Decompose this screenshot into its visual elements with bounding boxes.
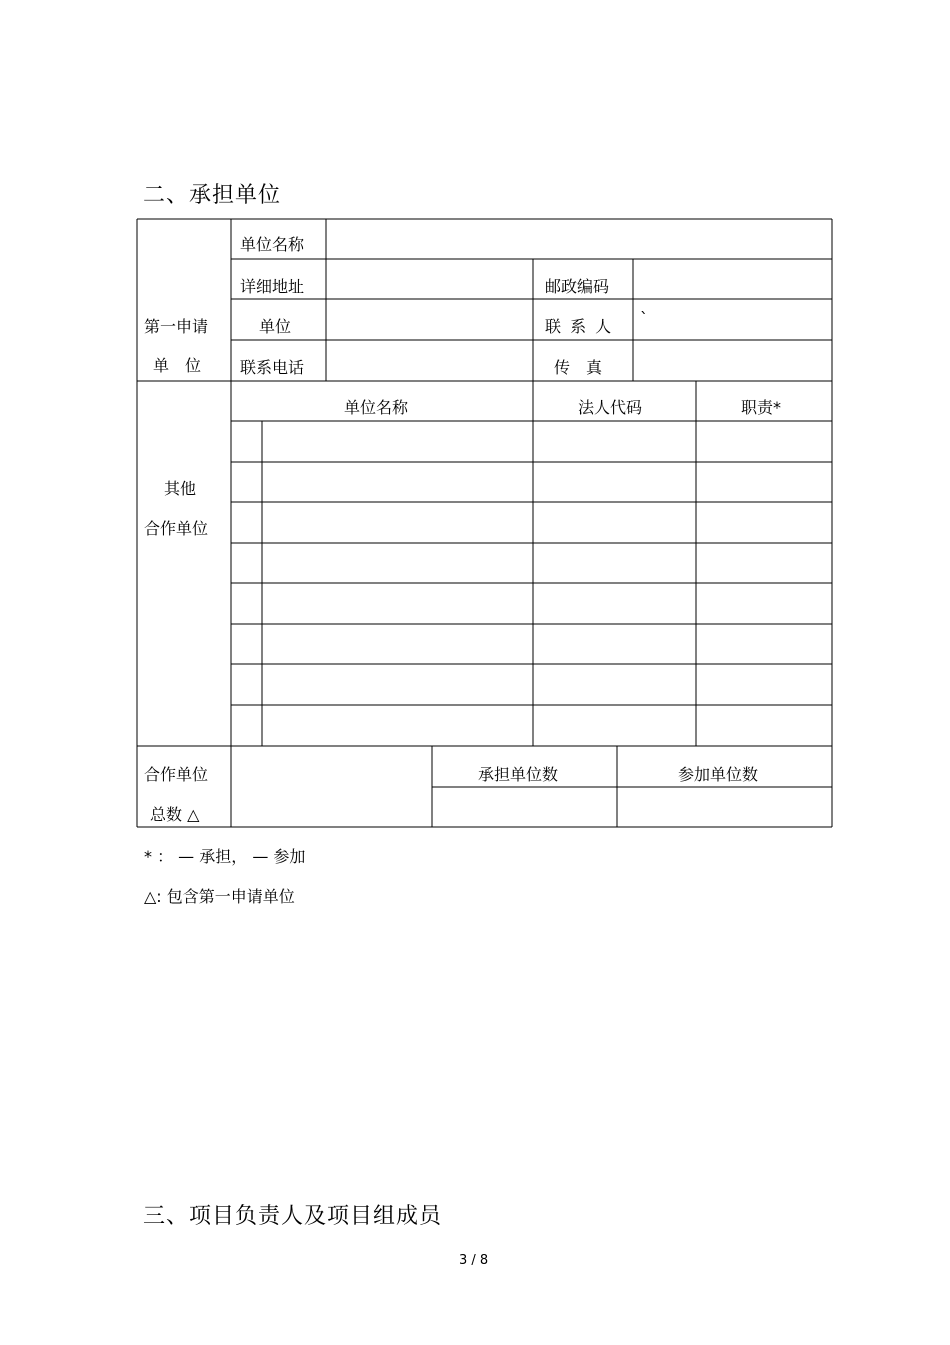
table-row[interactable] (263, 706, 532, 745)
undertaking-count-field[interactable] (433, 788, 616, 826)
address-label: 详细地址 (240, 277, 305, 296)
phone-label: 联系电话 (240, 358, 305, 377)
address-field[interactable] (327, 260, 532, 298)
table-row[interactable] (263, 625, 532, 663)
first-applicant-label-line2: 单 位 (153, 356, 202, 375)
header-legal-code: 法人代码 (578, 398, 643, 417)
table-row[interactable] (263, 584, 532, 623)
table-row[interactable] (263, 665, 532, 704)
cooperating-label-line1: 其他 (164, 479, 197, 498)
unit-name-field[interactable] (327, 220, 831, 258)
unit-name-label: 单位名称 (240, 235, 305, 254)
totals-label-line2: 总数 △ (150, 805, 200, 824)
totals-field[interactable] (232, 747, 431, 826)
header-duty: 职责* (741, 398, 782, 417)
table-row[interactable] (263, 544, 532, 582)
totals-label-line1: 合作单位 (144, 765, 209, 784)
postcode-field[interactable] (634, 260, 831, 298)
table-row[interactable] (263, 422, 532, 461)
table-row[interactable] (263, 463, 532, 501)
cooperating-label-line2: 合作单位 (144, 519, 209, 538)
fax-field[interactable] (634, 341, 831, 380)
contact-value[interactable]: ` (640, 309, 648, 328)
undertaking-count-label: 承担单位数 (478, 765, 559, 784)
phone-field[interactable] (327, 341, 532, 380)
postcode-label: 邮政编码 (545, 277, 610, 296)
note-duty-legend: * ： — 承担， — 参加 (144, 847, 306, 866)
participating-count-field[interactable] (618, 788, 831, 826)
note-total-includes: △: 包含第一申请单位 (144, 887, 295, 906)
section-2-title: 二、承担单位 (143, 183, 282, 208)
fax-label: 传 真 (554, 358, 603, 377)
unit-field[interactable] (327, 300, 532, 339)
contact-label: 联 系 人 (545, 317, 612, 336)
header-unit-name: 单位名称 (344, 398, 409, 417)
section-3-title: 三、项目负责人及项目组成员 (143, 1204, 443, 1229)
page-number: 3 / 8 (459, 1253, 489, 1268)
participating-count-label: 参加单位数 (678, 765, 759, 784)
table-row[interactable] (263, 503, 532, 542)
first-applicant-label-line1: 第一申请 (144, 317, 209, 336)
unit-label: 单位 (259, 317, 292, 336)
